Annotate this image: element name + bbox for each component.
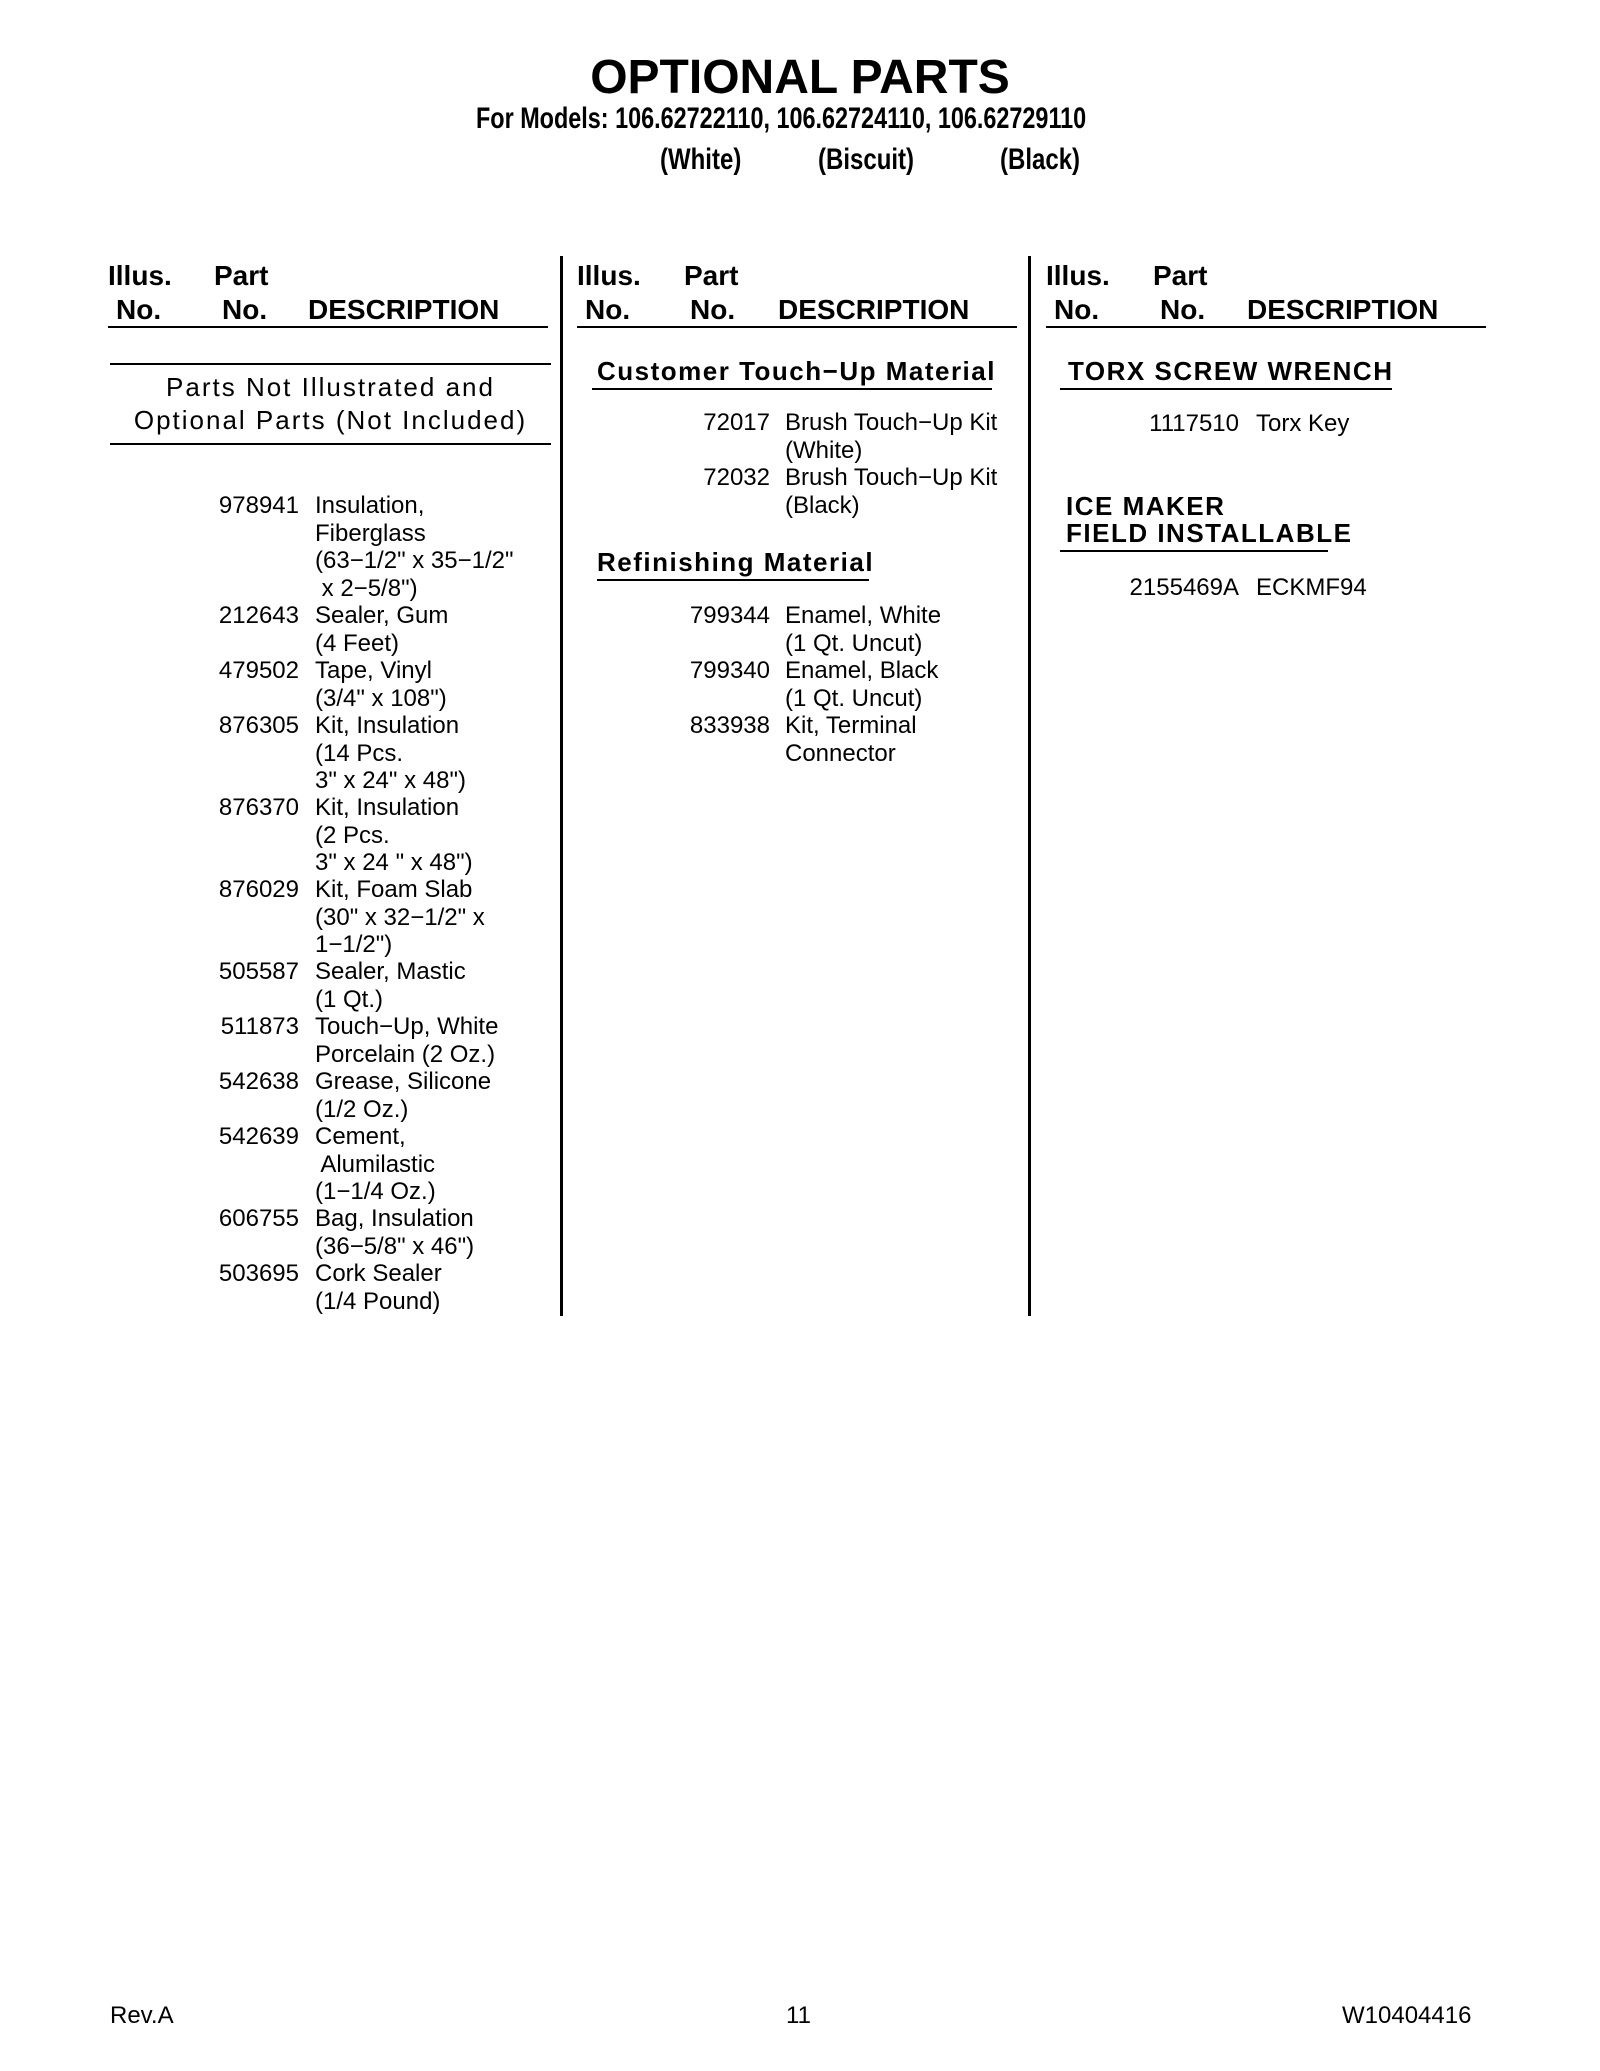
section-rule bbox=[592, 388, 992, 390]
section-title-refinishing: Refinishing Material bbox=[597, 547, 875, 577]
header-rule bbox=[108, 326, 548, 328]
section-rule bbox=[1060, 388, 1392, 390]
part-number: 876305 bbox=[218, 712, 299, 739]
part-no-label: No. bbox=[690, 294, 736, 325]
part-no-label: No. bbox=[222, 294, 268, 325]
header-rule bbox=[577, 326, 1017, 328]
section-rule bbox=[1060, 550, 1328, 552]
part-number: 542639 bbox=[218, 1123, 299, 1150]
part-label: Part bbox=[1153, 260, 1208, 291]
part-number: 876370 bbox=[218, 794, 299, 821]
section-rule bbox=[597, 579, 869, 581]
header-rule bbox=[1046, 326, 1486, 328]
part-description: Enamel, Black (1 Qt. Uncut) bbox=[785, 657, 939, 712]
box-rule-bottom bbox=[110, 443, 551, 445]
models-line: For Models: 106.62722110, 106.62724110, 106.62729110 bbox=[476, 102, 1087, 135]
part-no-label: No. bbox=[1160, 294, 1206, 325]
part-number: 833938 bbox=[689, 712, 770, 739]
part-description: Grease, Silicone (1/2 Oz.) bbox=[315, 1068, 492, 1123]
part-number: 606755 bbox=[218, 1205, 299, 1232]
part-number: 876029 bbox=[218, 876, 299, 903]
illus-label: Illus. bbox=[1046, 260, 1110, 291]
box-title-line1: Parts Not Illustrated and bbox=[166, 372, 495, 402]
section-title-torx: TORX SCREW WRENCH bbox=[1068, 356, 1394, 386]
part-description: Tape, Vinyl (3/4" x 108") bbox=[315, 657, 447, 712]
part-description: Touch−Up, White Porcelain (2 Oz.) bbox=[315, 1013, 499, 1068]
part-number: 1117510 bbox=[1149, 410, 1239, 437]
description-label: DESCRIPTION bbox=[308, 294, 500, 325]
variant-biscuit: (Biscuit) bbox=[818, 143, 914, 176]
box-title-line2: Optional Parts (Not Included) bbox=[133, 405, 528, 435]
part-description: Cement, Alumilastic (1−1/4 Oz.) bbox=[315, 1123, 436, 1205]
part-description: Bag, Insulation (36−5/8" x 46") bbox=[315, 1205, 475, 1260]
part-description: ECKMF94 bbox=[1256, 574, 1367, 601]
part-description: Enamel, White (1 Qt. Uncut) bbox=[785, 602, 942, 657]
part-description: Cork Sealer (1/4 Pound) bbox=[315, 1260, 442, 1315]
illus-label: Illus. bbox=[577, 260, 641, 291]
illus-label: Illus. bbox=[108, 260, 172, 291]
part-description: Sealer, Gum (4 Feet) bbox=[315, 602, 449, 657]
page-title: OPTIONAL PARTS bbox=[590, 51, 1010, 104]
part-number: 503695 bbox=[218, 1260, 299, 1287]
description-label: DESCRIPTION bbox=[1247, 294, 1439, 325]
part-number: 72032 bbox=[703, 464, 770, 491]
box-rule-top bbox=[110, 363, 551, 365]
footer-page-number: 11 bbox=[786, 2002, 811, 2029]
part-number: 542638 bbox=[218, 1068, 299, 1095]
footer-doc-number: W10404416 bbox=[1342, 2002, 1472, 2029]
part-number: 212643 bbox=[218, 602, 299, 629]
part-number: 511873 bbox=[220, 1013, 299, 1040]
part-number: 799340 bbox=[689, 657, 770, 684]
column-divider bbox=[560, 256, 563, 1316]
section-title-field-installable: FIELD INSTALLABLE bbox=[1066, 518, 1353, 548]
part-description: Torx Key bbox=[1256, 410, 1350, 437]
part-description: Kit, Insulation (2 Pcs. 3" x 24 " x 48") bbox=[315, 794, 473, 876]
section-title-ice-maker: ICE MAKER bbox=[1066, 491, 1226, 521]
part-label: Part bbox=[214, 260, 269, 291]
footer-revision: Rev.A bbox=[110, 2002, 174, 2029]
part-number: 505587 bbox=[218, 958, 299, 985]
part-number: 978941 bbox=[218, 492, 299, 519]
part-description: Kit, Foam Slab (30" x 32−1/2" x 1−1/2") bbox=[315, 876, 485, 958]
part-description: Brush Touch−Up Kit (Black) bbox=[785, 464, 998, 519]
column-divider bbox=[1028, 256, 1031, 1316]
variant-black: (Black) bbox=[1000, 143, 1081, 176]
illus-no-label: No. bbox=[116, 294, 162, 325]
illus-no-label: No. bbox=[585, 294, 631, 325]
part-number: 72017 bbox=[703, 409, 770, 436]
section-title-touch-up: Customer Touch−Up Material bbox=[597, 356, 996, 386]
part-description: Brush Touch−Up Kit (White) bbox=[785, 409, 998, 464]
part-number: 479502 bbox=[218, 657, 299, 684]
illus-no-label: No. bbox=[1054, 294, 1100, 325]
part-number: 2155469A bbox=[1129, 574, 1239, 601]
part-label: Part bbox=[684, 260, 739, 291]
part-number: 799344 bbox=[689, 602, 770, 629]
description-label: DESCRIPTION bbox=[778, 294, 970, 325]
part-description: Kit, Terminal Connector bbox=[785, 712, 917, 767]
part-description: Sealer, Mastic (1 Qt.) bbox=[315, 958, 466, 1013]
variant-white: (White) bbox=[660, 143, 742, 176]
part-description: Insulation, Fiberglass (63−1/2" x 35−1/2" x 2−5/8") bbox=[315, 492, 514, 602]
part-description: Kit, Insulation (14 Pcs. 3" x 24" x 48") bbox=[315, 712, 466, 794]
